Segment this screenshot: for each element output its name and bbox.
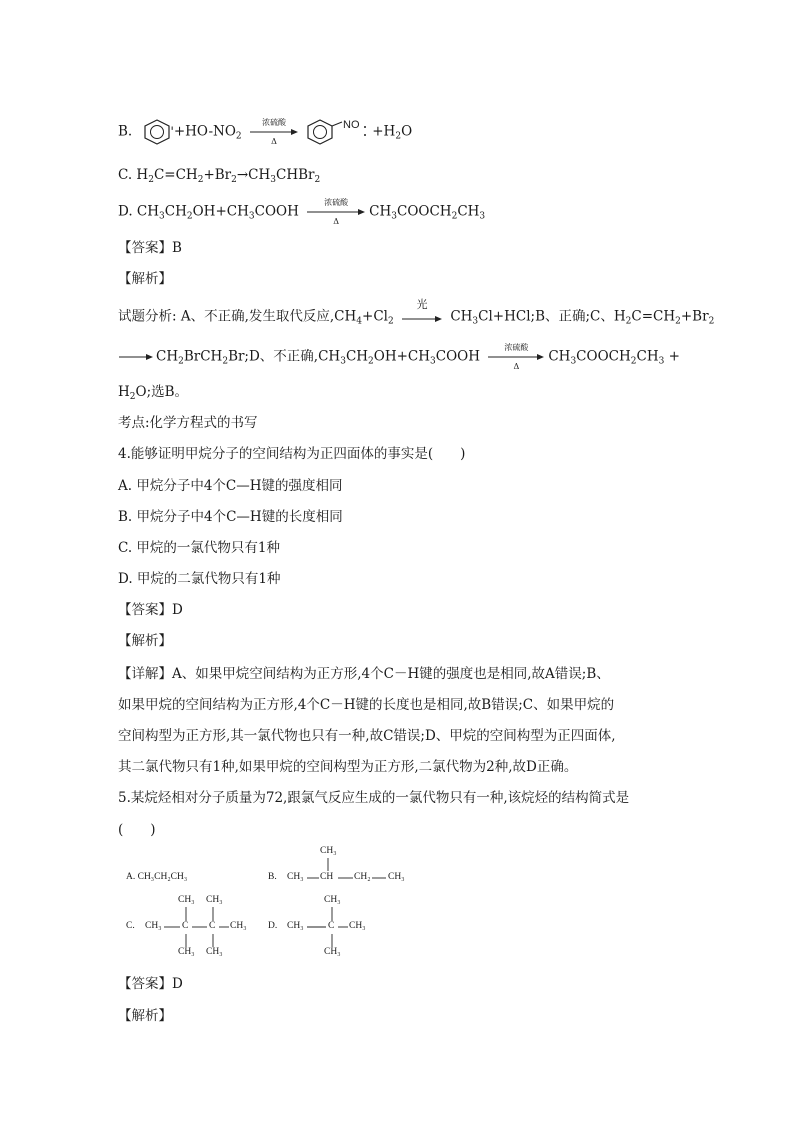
q5-stem: 5.某烷烃相对分子质量为72,跟氯气反应生成的一氯代物只有一种,该烷烃的结构简式是 xyxy=(118,790,630,806)
reaction-arrow-icon: 浓硫酸 Δ xyxy=(249,122,299,142)
q4-stem: 4.能够证明甲烷分子的空间结构为正四面体的事实是( ) xyxy=(118,446,466,462)
q4-option-d: D. 甲烷的二氯代物只有1种 xyxy=(118,571,281,587)
q3-answer: 【答案】B xyxy=(118,240,182,256)
q3-analysis-heading: 【解析】 xyxy=(118,271,172,287)
q5-option-c: C. CH₃ CH₃ CH₃ C C CH₃ CH₃ CH₃ xyxy=(126,895,247,957)
q4-detail-line-1: 【详解】A、如果甲烷空间结构为正方形,4个C－H键的强度也是相同,故A错误;B、 xyxy=(118,666,610,682)
q4-option-a: A. 甲烷分子中4个C—H键的强度相同 xyxy=(118,478,343,494)
nitrobenzene-icon xyxy=(306,117,372,147)
q4-analysis-heading: 【解析】 xyxy=(118,633,172,649)
svg-text:NO: NO xyxy=(343,119,360,131)
q3-analysis-line-3: $H_2O$;选B。 xyxy=(118,384,189,402)
q5-answer: 【答案】D xyxy=(118,976,183,992)
q3-analysis-line-2: $CH_2BrCH_2Br;D$、不正确$,CH_3CH_2OH+CH_3COOH$ 浓硫酸 Δ $CH_3COOCH_2CH_3$ + xyxy=(118,347,680,367)
reaction-arrow-icon: 浓硫酸 Δ xyxy=(487,347,545,367)
q4-detail-line-3: 空间构型为正方形,其一氯代物也只有一种,故C错误;D、甲烷的空间构型为正四面体, xyxy=(118,728,616,744)
q4-detail-line-2: 如果甲烷的空间结构为正方形,4个C－H键的长度也是相同,故B错误;C、如果甲烷的 xyxy=(118,697,615,713)
q4-option-c: C. 甲烷的一氯代物只有1种 xyxy=(118,540,281,556)
q5-option-b: B. CH₃ CH₃ CH CH₂ CH₃ xyxy=(268,846,405,882)
q3-option-c: C. $H_2C=CH_2+Br_2\to CH_3CHBr_2$ xyxy=(118,167,321,185)
q3-kaodian: 考点:化学方程式的书写 xyxy=(118,415,258,431)
q3-option-b: B. '$+HO-NO_2$ 浓硫酸 Δ NO $+H_2O$ xyxy=(118,118,413,146)
q4-option-b: B. 甲烷分子中4个C—H键的长度相同 xyxy=(118,509,343,525)
reaction-arrow-icon: 浓硫酸 Δ xyxy=(306,202,366,222)
q5-paren: ( ) xyxy=(118,822,156,838)
q4-answer: 【答案】D xyxy=(118,602,183,618)
benzene-ring-icon xyxy=(143,119,171,145)
q4-detail-line-4: 其二氯代物只有1种,如果甲烷的空间构型为正方形,二氯代物为2种,故D正确。 xyxy=(118,759,578,775)
q5-option-d: D. CH₃ CH₃ C CH₃ CH₃ xyxy=(268,895,366,957)
q5-analysis-heading: 【解析】 xyxy=(118,1008,172,1024)
reaction-arrow-icon xyxy=(118,347,154,367)
reaction-arrow-icon: 光 xyxy=(401,307,443,327)
q3-analysis-line-1: 试题分析: A、不正确,发生取代反应$,CH_4+Cl_2$ 光 $CH_3Cl+HCl;B$、正确;C、$H_2C=CH_2+Br_2$ xyxy=(118,298,715,327)
q3-option-d: D. $CH_3CH_2OH+CH_3COOH$ 浓硫酸 Δ $CH_3COOCH_2CH_3$ xyxy=(118,198,486,226)
